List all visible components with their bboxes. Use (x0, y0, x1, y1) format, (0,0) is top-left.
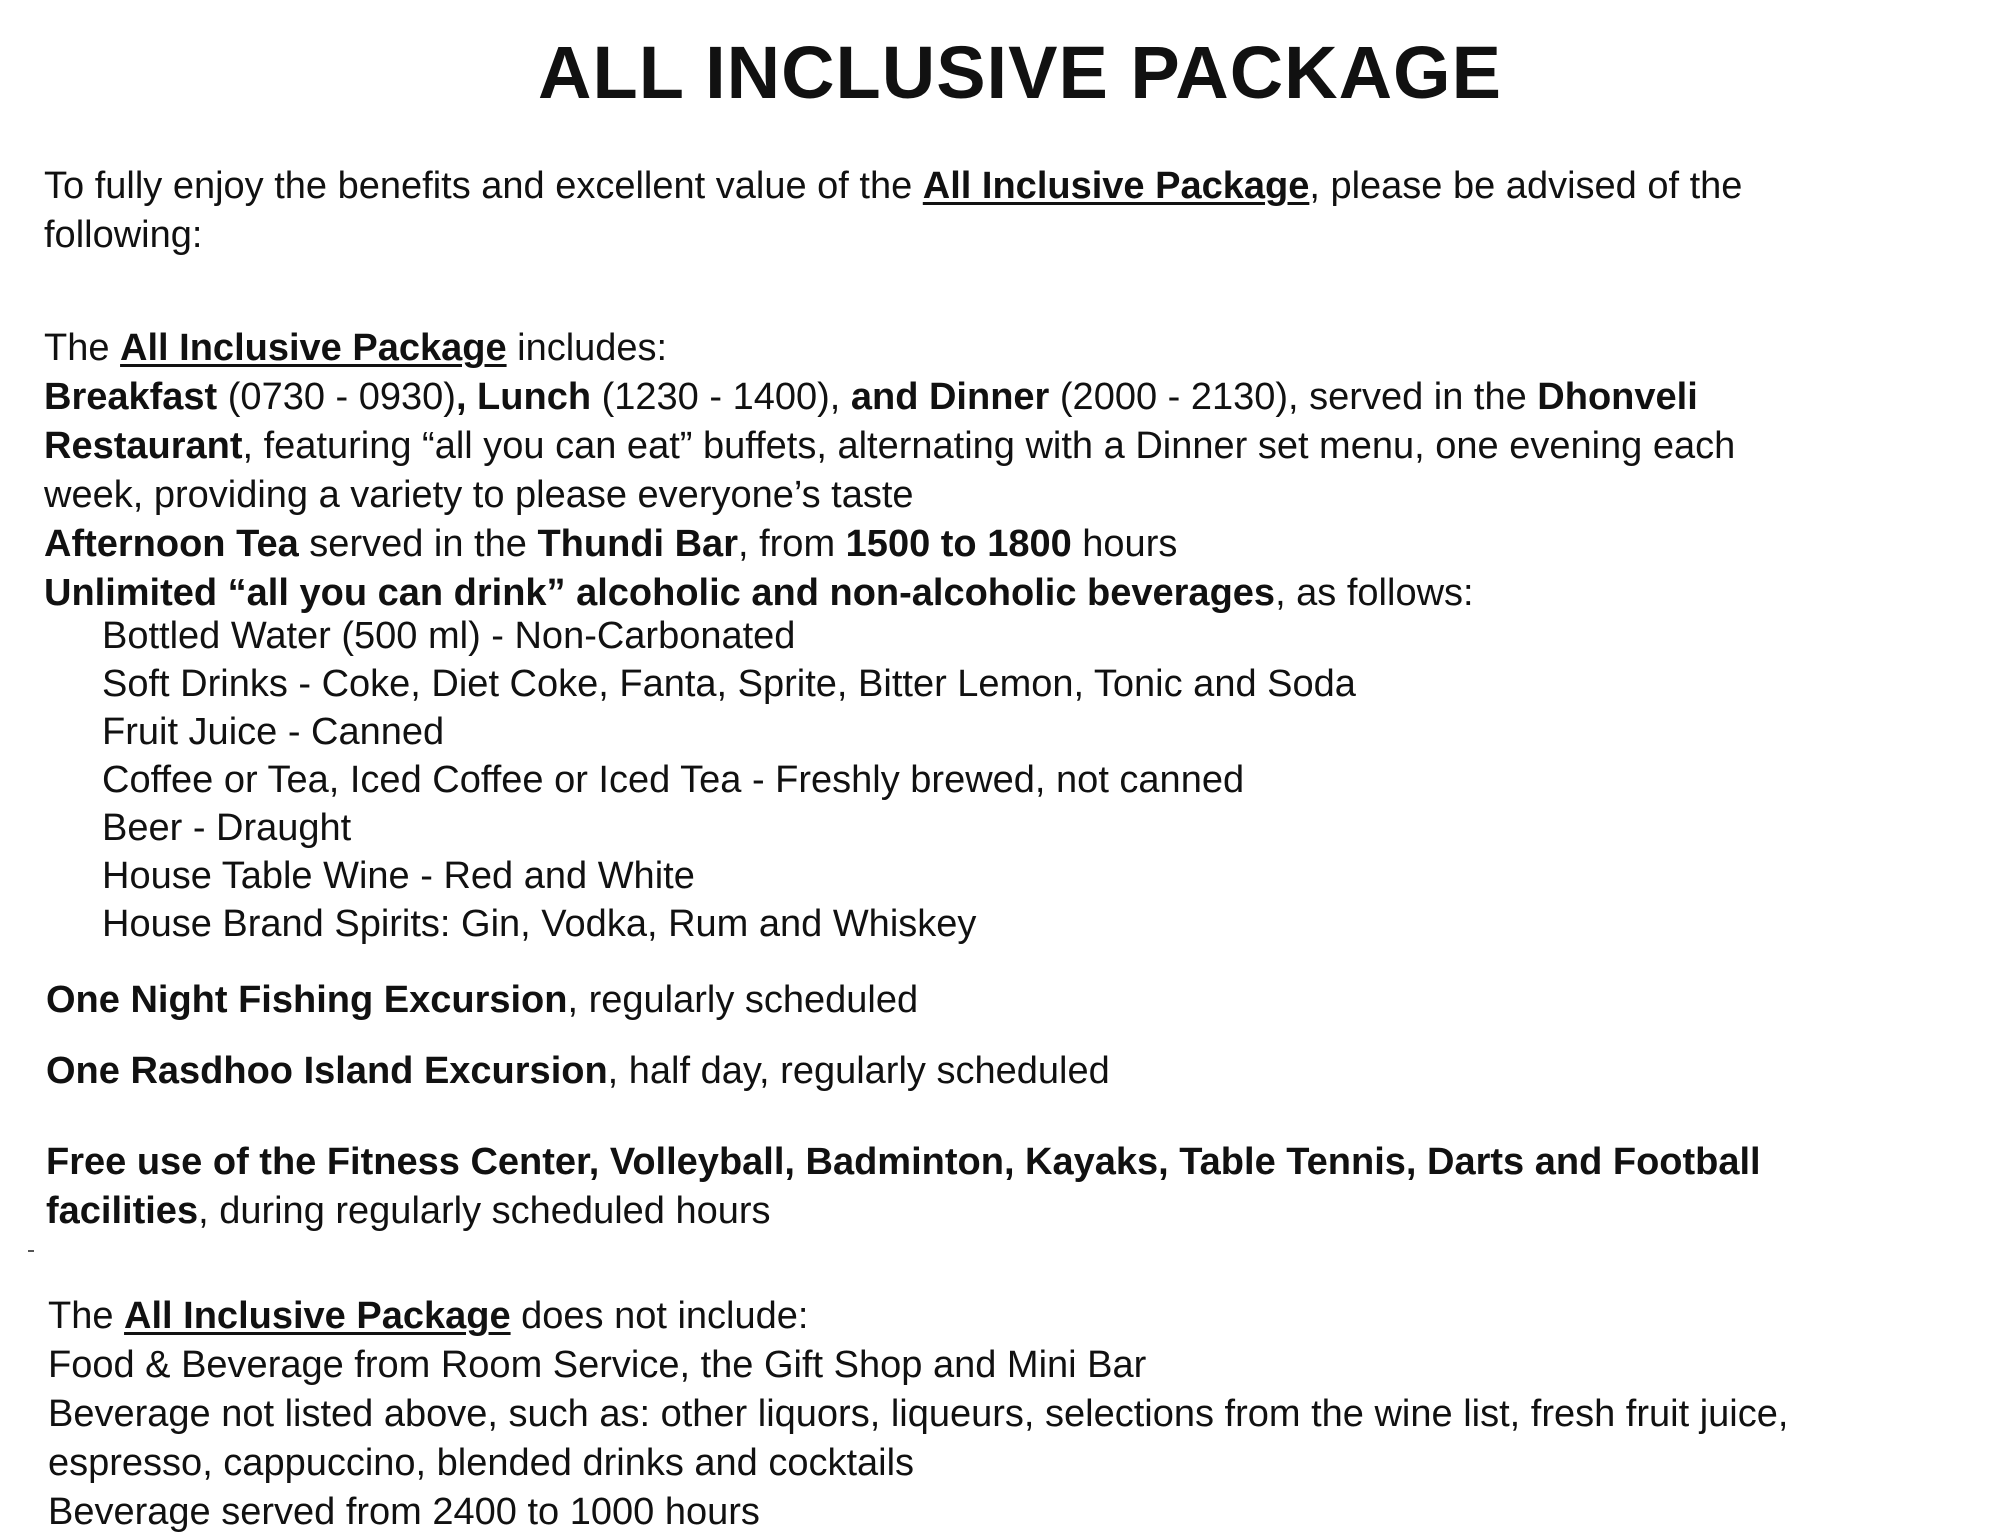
lunch-label: , Lunch (455, 376, 592, 418)
beverages-heading (44, 569, 1974, 618)
fishing-excursion (46, 976, 1976, 1025)
intro-line-1 (44, 162, 1974, 211)
includes-section (44, 324, 1974, 618)
rasdhoo-tail: , half day, regularly scheduled (607, 1050, 1110, 1092)
dinner-time: (2000 - 2130), served in the (1049, 376, 1538, 418)
excludes-lead-text: The (48, 1295, 125, 1337)
tea-from: , from (737, 523, 846, 565)
tea-hours: 1500 to 1800 (845, 523, 1072, 565)
list-item: Soft Drinks - Coke, Diet Coke, Fanta, Sprite, Bitter Lemon, Tonic and Soda (102, 663, 1356, 705)
scan-speck (28, 1250, 34, 1252)
package-name-excludes: All Inclusive Package (124, 1295, 511, 1337)
list-item: Coffee or Tea, Iced Coffee or Iced Tea - Freshly brewed, not canned (102, 759, 1245, 801)
restaurant-name-part1: Dhonveli (1537, 376, 1698, 418)
list-item: Fruit Juice - Canned (102, 711, 445, 753)
lunch-time: (1230 - 1400), (591, 376, 851, 418)
rasdhoo-line (46, 1047, 1976, 1096)
includes-lead-tail: includes: (506, 327, 668, 369)
afternoon-tea-line (44, 520, 1974, 569)
excludes-lead-tail: does not include: (510, 1295, 809, 1337)
intro-paragraph (44, 162, 1974, 260)
list-item: House Table Wine - Red and White (102, 855, 695, 897)
list-item: House Brand Spirits: Gin, Vodka, Rum and Whiskey (102, 903, 977, 945)
excludes-section (48, 1292, 1978, 1537)
breakfast-label: Breakfast (44, 376, 218, 418)
list-item: espresso, cappuccino, blended drinks and cocktails (48, 1442, 915, 1484)
facilities-line-2 (46, 1187, 1976, 1236)
meals-description: , featuring “all you can eat” buffets, alternating with a Dinner set menu, one evening each (242, 425, 1736, 467)
thundi-bar-label: Thundi Bar (537, 523, 738, 565)
beverages-heading-bold: Unlimited “all you can drink” alcoholic and non-alcoholic beverages (44, 572, 1276, 614)
restaurant-name-part2: Restaurant (44, 425, 243, 467)
fishing-label: One Night Fishing Excursion (46, 979, 568, 1021)
intro-text: To fully enjoy the benefits and excellent value of the (44, 165, 923, 207)
meals-line-3: week, providing a variety to please everyone’s taste (44, 474, 914, 516)
fishing-tail: , regularly scheduled (567, 979, 919, 1021)
facilities-tail: , during regularly scheduled hours (198, 1190, 771, 1232)
facilities-section (46, 1138, 1976, 1236)
list-item: Bottled Water (500 ml) - Non-Carbonated (102, 615, 796, 657)
fishing-line (46, 976, 1976, 1025)
meals-line-2 (44, 422, 1974, 471)
list-item: Beer - Draught (102, 807, 352, 849)
rasdhoo-label: One Rasdhoo Island Excursion (46, 1050, 608, 1092)
rasdhoo-excursion (46, 1047, 1976, 1096)
facilities-list: Free use of the Fitness Center, Volleyball, Badminton, Kayaks, Table Tennis, Darts and Football (46, 1141, 1761, 1183)
beverages-heading-tail: , as follows: (1275, 572, 1474, 614)
package-name-intro: All Inclusive Package (922, 165, 1310, 207)
package-name-includes: All Inclusive Package (120, 327, 507, 369)
afternoon-tea-label: Afternoon Tea (44, 523, 299, 565)
intro-line-2: following: (44, 214, 203, 256)
includes-lead (44, 324, 1974, 373)
excludes-lead (48, 1292, 1978, 1341)
meals-line-1 (44, 373, 1974, 422)
list-item: Beverage served from 2400 to 1000 hours (48, 1491, 760, 1533)
tea-tail: hours (1071, 523, 1178, 565)
beverage-list (102, 612, 1356, 948)
intro-text-tail: , please be advised of the (1309, 165, 1743, 207)
facilities-label: facilities (46, 1190, 199, 1232)
list-item: Food & Beverage from Room Service, the Gift Shop and Mini Bar (48, 1344, 1147, 1386)
dinner-label: and Dinner (850, 376, 1050, 418)
tea-text: served in the (298, 523, 538, 565)
page-title: ALL INCLUSIVE PACKAGE (538, 31, 1502, 114)
list-item: Beverage not listed above, such as: other liquors, liqueurs, selections from the wine list, fresh fruit juice, (48, 1393, 1789, 1435)
facilities-line-1 (46, 1138, 1976, 1187)
includes-lead-text: The (44, 327, 121, 369)
breakfast-time: (0730 - 0930) (217, 376, 456, 418)
